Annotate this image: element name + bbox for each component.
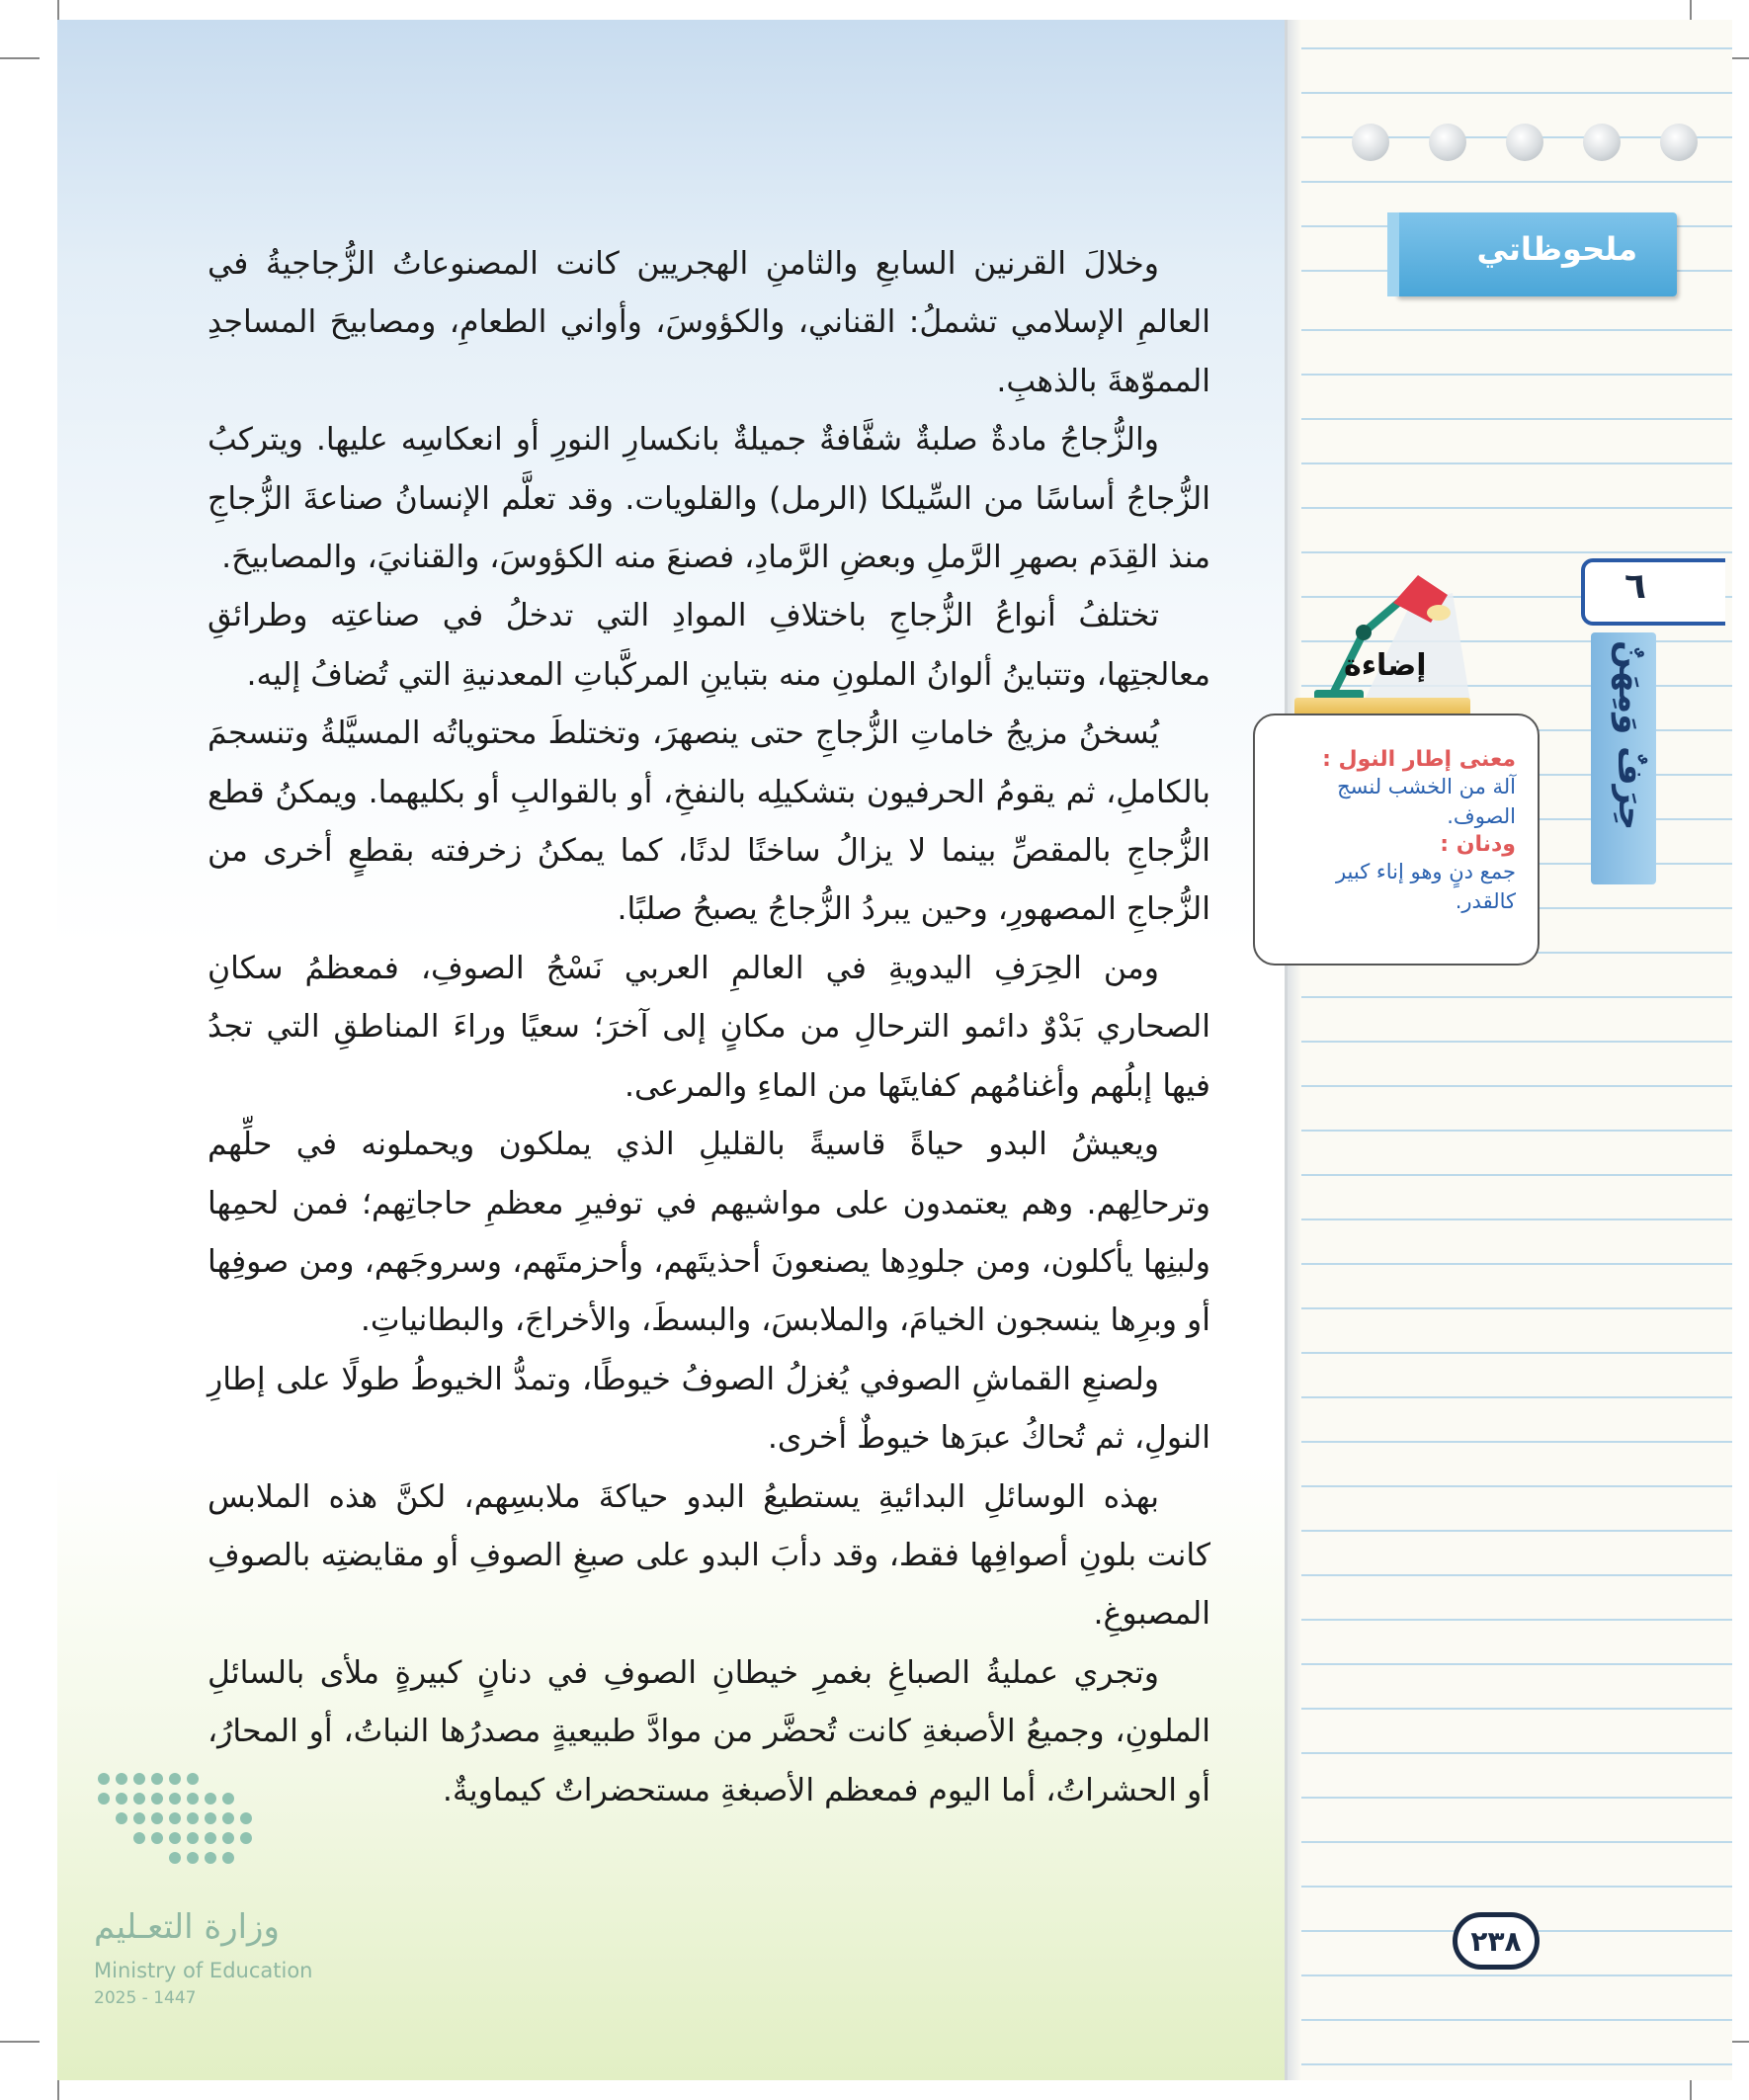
glossary-entry [1275,832,1516,917]
ministry-name-arabic: وزارة التعـليم [94,1907,280,1947]
glossary-box [1253,714,1540,966]
paragraph: وتجري عمليةُ الصباغِ بغمرِ خيطانِ الصوفِ في دنانٍ كبيرةٍ ملأى بالسائلِ الملونِ، وجميعُ الأصبغةِ كانت تُحضَّر من موادَّ طبيعيةٍ مصدرُها النباتُ، أو المحارُ، أو الحشراتُ، أما اليوم فمعظم الأصبغةِ مستحضراتٌ كيماويةٌ. [208,1654,1210,1808]
unit-title: حِرَفٌ وَمِهَنٌ [1611,640,1650,831]
page-number-badge [1453,1912,1540,1970]
page-number: ٢٣٨ [1470,1925,1522,1958]
binder-hole [1352,124,1389,161]
crop-mark [0,2041,40,2043]
glossary-definition: جمع دنٍ وهو إناء كبير كالقدر. [1335,859,1516,914]
paragraph: ومن الحِرَفِ اليدويةِ في العالمِ العربي نَسْجُ الصوفِ، فمعظمُ سكانِ الصحاري بَدْوٌ دائمو الترحالِ من مكانٍ إلى آخرَ؛ سعيًا وراءَ المناطقِ التي تجدُ فيها إبلُهم وأغنامُهم كفايتَها من الماءِ والمرعى. [208,950,1210,1104]
unit-title-band [1591,632,1656,884]
binder-hole [1660,124,1698,161]
notes-title: ملحوظاتي [1476,230,1637,268]
paragraph: تختلفُ أنواعُ الزُّجاجِ باختلافِ الموادِ التي تدخلُ في صناعتِه وطرائقِ معالجتِها، وتتباينُ ألوانُ الملونِ منه بتباينِ المركَّباتِ المعدنيةِ التي تُضافُ إليه. [208,598,1210,693]
ministry-name-english: Ministry of Education [94,1959,313,1982]
crop-mark [0,57,40,59]
glossary-definition: آلة من الخشب لنسج الصوف. [1337,775,1516,829]
paragraph: ويعيشُ البدو حياةً قاسيةً بالقليلِ الذي يملكون ويحملونه في حلِّهم وترحالِهم. وهم يعتمدون على مواشيهم في توفيرِ معظمِ حاجاتِهم؛ فمن لحمِها ولبنِها يأكلون، ومن جلودِها يصنعونَ أحذيتَهم، وأحزمتَهم، وسروجَهم، ومن صوفِها أو وبرِها ينسجون الخيامَ، والملابسَ، والبسطَ، والأخراجَ، والبطانياتِ. [208,1127,1210,1339]
paragraph: بهذه الوسائلِ البدائيةِ يستطيعُ البدو حياكةَ ملابسِهم، لكنَّ هذه الملابس كانت بلونِ أصوافِها فقط، وقد دأبَ البدو على صبغِ الصوفِ أو مقايضتِه بالصوفِ المصبوغِ. [208,1478,1210,1633]
ministry-year: 2025 - 1447 [94,1988,197,2008]
paragraph: وخلالَ القرنين السابعِ والثامنِ الهجريين كانت المصنوعاتُ الزُّجاجيةُ في العالمِ الإسلامي تشملُ: القناني، والكؤوسَ، وأواني الطعامِ، ومصابيحَ المساجدِ المموّهةَ بالذهبِ. [208,246,1210,399]
unit-number-box [1581,558,1725,626]
article-body [208,235,1210,1820]
glossary-term: معنى إطار النول : [1322,747,1516,772]
binder-hole [1506,124,1543,161]
glossary-term: ودنان : [1440,831,1516,857]
unit-number: ٦ [1624,566,1646,607]
paragraph: ولصنعِ القماشِ الصوفي يُغزلُ الصوفُ خيوطًا، وتمدُّ الخيوطُ طولًا على إطارِ النولِ، ثم تُحاكُ عبرَها خيوطٌ أخرى. [208,1361,1210,1457]
binder-hole [1583,124,1621,161]
notes-notebook [1285,20,1732,2080]
paragraph: والزُّجاجُ مادةٌ صلبةٌ شفَّافةٌ جميلةٌ بانكسارِ النورِ أو انعكاسِه عليها. ويتركبُ الزُّجاجُ أساسًا من السِّيلكا (الرمل) والقلويات. وقد تعلَّم الإنسانُ صناعةَ الزُّجاجِ منذ القِدَم بصهرِ الرَّملِ وبعضِ الرَّمادِ، فصنعَ منه الكؤوسَ، والقنانيَ، والمصابيحَ. [208,422,1210,576]
binder-hole [1429,124,1466,161]
notes-header-tab [1395,212,1677,296]
glossary-entry [1275,747,1516,832]
ministry-logo-icon [94,1764,272,1878]
paragraph: يُسخنُ مزيجُ خاماتِ الزُّجاجِ حتى ينصهرَ، وتختلطَ محتوياتُه المسيَّلةُ وتنسجمَ بالكاملِ، ثم يقومُ الحرفيون بتشكيلِه بالنفخِ، أو بالقوالبِ أو بكليهما. ويمكنُ قطع الزُّجاجِ بالمقصِّ بينما لا يزالُ ساخنًا لدنًا، كما يمكنُ زخرفته بقطعٍ أخرى من الزُّجاجِ المصهورِ، وحين يبردُ الزُّجاجُ يصبحُ صلبًا. [208,715,1210,928]
lamp-label: إضاءة [1344,648,1427,683]
